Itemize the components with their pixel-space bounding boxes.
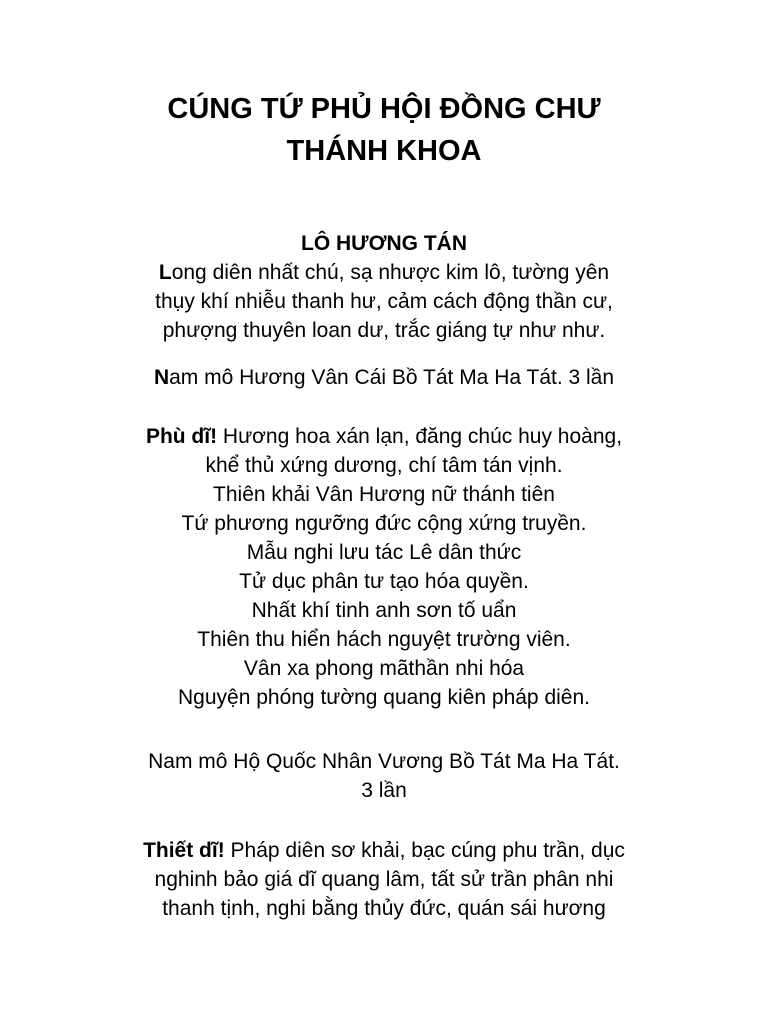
thiet-di-section xyxy=(60,836,708,923)
phu-di-line: Mẫu nghi lưu tác Lê dân thức xyxy=(246,541,522,564)
title-line-2: THÁNH KHOA xyxy=(286,135,482,167)
intro-line-1-text: ong diên nhất chú, sạ nhược kim lô, tường yên xyxy=(171,261,610,284)
phu-di-line: Nguyện phóng tường quang kiên pháp diên. xyxy=(178,686,590,709)
phu-di-line: Tứ phương ngưỡng đức cộng xứng truyền. xyxy=(181,512,587,535)
thiet-di-line-3: thanh tịnh, nghi bằng thủy đức, quán sái hương xyxy=(162,897,606,920)
invocation-2-line-2: 3 lần xyxy=(361,779,407,802)
phu-di-label: Phù dĩ! xyxy=(145,425,218,448)
thiet-di-label: Thiết dĩ! xyxy=(143,839,225,862)
invocation-2-line-1: Nam mô Hộ Quốc Nhân Vương Bồ Tát Ma Ha Tát. xyxy=(148,750,620,773)
section-heading: LÔ HƯƠNG TÁN xyxy=(301,232,467,255)
phu-di-line: Thiên khải Vân Hương nữ thánh tiên xyxy=(213,483,555,506)
invocation-huong-van xyxy=(60,363,708,392)
intro-line-1 xyxy=(60,258,708,287)
title-line-1: CÚNG TỨ PHỦ HỘI ĐỒNG CHƯ xyxy=(167,93,601,125)
thiet-di-line-1 xyxy=(60,836,708,865)
document-title xyxy=(60,88,708,172)
invocation-1-text: am mô Hương Vân Cái Bồ Tát Ma Ha Tát. 3 lần xyxy=(169,366,615,389)
phu-di-line: khể thủ xứng dương, chí tâm tán vịnh. xyxy=(205,454,563,477)
thiet-di-line-1-text: Pháp diên sơ khải, bạc cúng phu trần, dục xyxy=(224,839,625,862)
invocation-1-line xyxy=(60,363,708,392)
intro-line-3: phượng thuyên loan dư, trắc giáng tự như như. xyxy=(162,319,606,342)
phu-di-line-1-text: Hương hoa xán lạn, đăng chúc huy hoàng, xyxy=(217,425,623,448)
phu-di-line: Vân xa phong mãthần nhi hóa xyxy=(243,657,525,680)
intro-line-2: thụy khí nhiễu thanh hư, cảm cách động thần cư, xyxy=(155,290,613,313)
invocation-ho-quoc xyxy=(60,747,708,805)
lo-huong-tan-section xyxy=(60,229,708,345)
phu-di-line: Thiên thu hiển hách nguyệt trường viên. xyxy=(197,628,571,651)
phu-di-line: Nhất khí tinh anh sơn tố uẩn xyxy=(251,599,517,622)
phu-di-line: Tử dục phân tư tạo hóa quyền. xyxy=(239,570,529,593)
phu-di-section xyxy=(60,422,708,712)
invocation-1-first-letter: N xyxy=(153,366,170,389)
thiet-di-line-2: nghinh bảo giá dĩ quang lâm, tất sử trần phân nhi xyxy=(154,868,614,891)
intro-first-letter: L xyxy=(158,261,172,284)
phu-di-line-1 xyxy=(60,422,708,451)
